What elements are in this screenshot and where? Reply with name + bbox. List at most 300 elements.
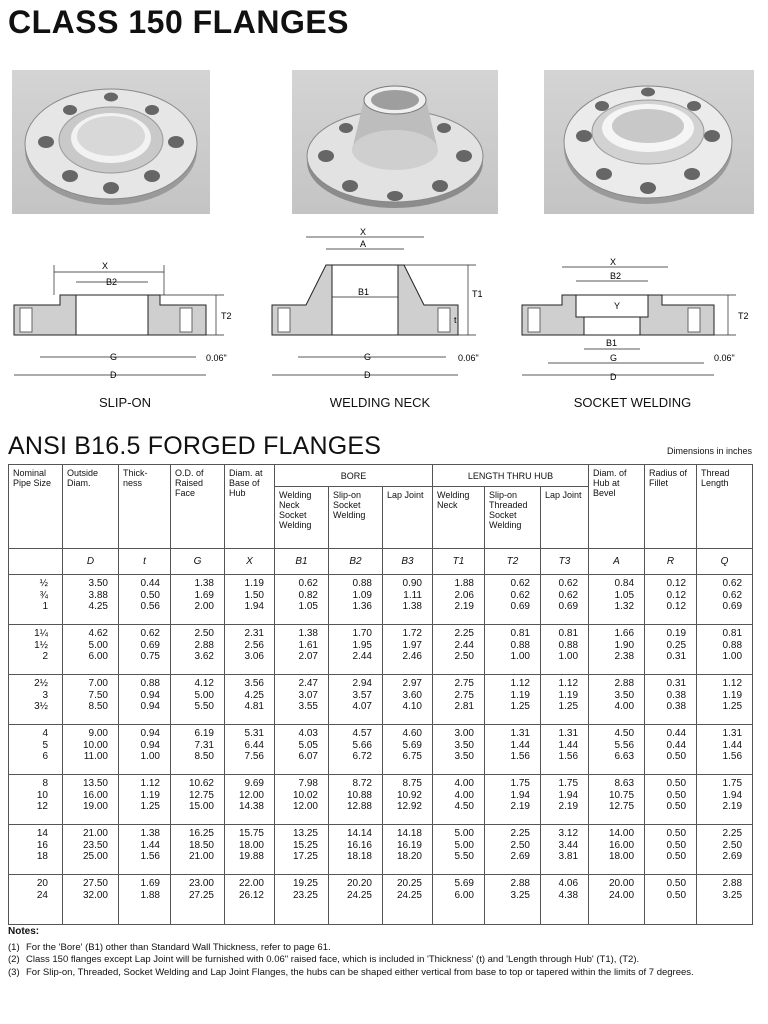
cell-value: 2.88	[510, 878, 530, 889]
value-cell	[589, 875, 645, 925]
slip-on-diagram	[10, 225, 242, 385]
value-cell	[225, 875, 275, 925]
value-cell	[171, 875, 225, 925]
cell-value: 1.61	[298, 639, 318, 651]
pipe-size-cell	[9, 725, 63, 775]
value-cell	[541, 625, 589, 675]
cell-value: 1.94	[244, 601, 264, 612]
value-cell	[383, 625, 433, 675]
cell-value: 0.62	[510, 589, 530, 601]
cell-value: 1.75	[510, 778, 530, 789]
dim-b1-label: B1	[606, 338, 618, 348]
welding-neck-diagram	[268, 225, 500, 385]
cell-value: 1.19	[510, 689, 530, 701]
value-cell	[589, 625, 645, 675]
value-cell	[589, 825, 645, 875]
cell-value: 7.50	[88, 689, 108, 701]
table-row-group	[9, 625, 753, 675]
cell-value: 2.50	[454, 651, 474, 662]
symbol-cell: A	[589, 549, 645, 575]
cell-value: 2.75	[454, 678, 474, 689]
cell-value: 0.44	[666, 728, 687, 739]
cell-value: 4.57	[352, 728, 372, 739]
cell-value: 1.31	[510, 728, 530, 739]
dim-g-label: G	[110, 352, 118, 362]
cell-value: 0.90	[402, 578, 422, 589]
cell-value: 0.50	[666, 828, 687, 839]
value-cell	[433, 575, 485, 625]
dimensions-note: Dimensions in inches	[666, 446, 752, 456]
cell-value: 0.75	[140, 651, 160, 662]
cell-value: 20.25	[396, 878, 422, 889]
cell-value: 1¼	[34, 628, 48, 639]
value-cell	[645, 575, 697, 625]
pipe-size-cell	[9, 825, 63, 875]
value-cell	[275, 825, 329, 875]
cell-value: 0.31	[666, 678, 687, 689]
cell-value: 5.05	[298, 739, 318, 751]
dim-x-label: X	[102, 261, 109, 271]
cell-value: 4.03	[298, 728, 318, 739]
cell-value: 32.00	[82, 889, 108, 901]
pipe-size-cell	[9, 875, 63, 925]
dim-b-label: B2	[106, 277, 118, 287]
cell-value: 24.25	[396, 889, 422, 901]
value-cell	[541, 725, 589, 775]
cell-value: 20.20	[346, 878, 372, 889]
symbol-cell: B1	[275, 549, 329, 575]
dim-a-label: A	[360, 239, 367, 249]
cell-value: 15.75	[238, 828, 264, 839]
value-cell	[119, 875, 171, 925]
cell-value: 12.92	[396, 801, 422, 812]
bore-group-header: BORE	[275, 465, 433, 487]
note-item	[8, 967, 748, 980]
value-cell	[485, 825, 541, 875]
cell-value: 5.56	[614, 739, 635, 751]
symbol-cell	[9, 549, 63, 575]
value-cell	[589, 775, 645, 825]
value-cell	[171, 625, 225, 675]
header-cell: Welding Neck Socket Welding	[275, 487, 329, 549]
cell-value: 1.19	[244, 578, 264, 589]
cell-value: 10.88	[346, 789, 372, 801]
value-cell	[329, 825, 383, 875]
cell-value: 8	[42, 778, 48, 789]
cell-value: 0.69	[558, 601, 579, 612]
cell-value: 7.00	[88, 678, 108, 689]
cell-value: 22.00	[238, 878, 264, 889]
flange-dimensions-table	[8, 464, 753, 925]
symbol-cell: T3	[541, 549, 589, 575]
value-cell	[329, 875, 383, 925]
value-cell	[329, 575, 383, 625]
cell-value: 8.63	[614, 778, 635, 789]
cell-value: 5.00	[454, 839, 474, 851]
cell-value: 1.50	[244, 589, 264, 601]
cell-value: 2.00	[194, 601, 214, 612]
cell-value: 2.69	[722, 851, 743, 862]
value-cell	[697, 775, 753, 825]
cell-value: 4.50	[614, 728, 635, 739]
value-cell	[589, 575, 645, 625]
cell-value: 1.44	[140, 839, 160, 851]
cell-value: 1.31	[722, 728, 743, 739]
symbol-cell: X	[225, 549, 275, 575]
cell-value: 1.75	[722, 778, 743, 789]
cell-value: 8.75	[402, 778, 422, 789]
value-cell	[433, 625, 485, 675]
cell-value: 2.69	[510, 851, 530, 862]
cell-value: 0.12	[666, 589, 687, 601]
cell-value: 0.25	[666, 639, 687, 651]
cell-value: 4.60	[402, 728, 422, 739]
value-cell	[433, 775, 485, 825]
cell-value: 5.31	[244, 728, 264, 739]
header-cell: Lap Joint	[383, 487, 433, 549]
cell-value: 6.63	[614, 751, 635, 762]
table-row-group	[9, 675, 753, 725]
cell-value: 21.00	[82, 828, 108, 839]
cell-value: 1.36	[352, 601, 372, 612]
cell-value: 15.00	[188, 801, 214, 812]
cell-value: 16	[36, 839, 48, 851]
value-cell	[541, 775, 589, 825]
cell-value: 23.25	[292, 889, 318, 901]
cell-value: 1.25	[510, 701, 530, 712]
value-cell	[225, 725, 275, 775]
value-cell	[119, 825, 171, 875]
note-text: Class 150 flanges except Lap Joint will be furnished with 0.06" raised face, which is included in 'Thickness' (t) and 'Length through Hub' (T1), (T2).	[26, 954, 640, 965]
cell-value: 12.88	[346, 801, 372, 812]
value-cell	[119, 575, 171, 625]
cell-value: 0.88	[722, 639, 743, 651]
cell-value: 3.55	[298, 701, 318, 712]
cell-value: 0.50	[140, 589, 160, 601]
socket-welding-flange-photo	[544, 70, 754, 214]
dim-t-label: T2	[221, 311, 232, 321]
cell-value: 1.94	[722, 789, 743, 801]
value-cell	[171, 725, 225, 775]
cell-value: 0.94	[140, 739, 160, 751]
value-cell	[383, 725, 433, 775]
cell-value: 2.50	[194, 628, 214, 639]
header-cell: O.D. of Raised Face	[171, 465, 225, 549]
value-cell	[275, 725, 329, 775]
cell-value: 3.25	[722, 889, 743, 901]
cell-value: 20	[36, 878, 48, 889]
cell-value: 16.00	[608, 839, 635, 851]
notes-heading: Notes:	[8, 926, 40, 937]
note-number: (2)	[8, 954, 20, 965]
value-cell	[697, 625, 753, 675]
cell-value: 2.19	[558, 801, 579, 812]
cell-value: 0.94	[140, 701, 160, 712]
value-cell	[63, 725, 119, 775]
cell-value: 2½	[34, 678, 48, 689]
cell-value: 6.07	[298, 751, 318, 762]
cell-value: 13.50	[82, 778, 108, 789]
cell-value: 12.75	[608, 801, 635, 812]
cell-value: 27.50	[82, 878, 108, 889]
value-cell	[63, 775, 119, 825]
value-cell	[697, 675, 753, 725]
cell-value: 24	[36, 889, 48, 901]
value-cell	[383, 825, 433, 875]
cell-value: 2.19	[510, 801, 530, 812]
value-cell	[589, 725, 645, 775]
table-row-group	[9, 825, 753, 875]
cell-value: 14	[36, 828, 48, 839]
cell-value: 0.62	[140, 628, 160, 639]
value-cell	[485, 675, 541, 725]
cell-value: 4.38	[558, 889, 579, 901]
value-cell	[225, 775, 275, 825]
cell-value: 4.00	[614, 701, 635, 712]
cell-value: 20.00	[608, 878, 635, 889]
header-cell: Lap Joint	[541, 487, 589, 549]
cell-value: 2.97	[402, 678, 422, 689]
cell-value: 1.44	[722, 739, 743, 751]
cell-value: 10.00	[82, 739, 108, 751]
header-cell: Nominal Pipe Size	[9, 465, 63, 549]
cell-value: 1.31	[558, 728, 579, 739]
cell-value: 1.00	[722, 651, 743, 662]
cell-value: 21.00	[188, 851, 214, 862]
cell-value: 2	[42, 651, 48, 662]
value-cell	[171, 675, 225, 725]
cell-value: 1.38	[194, 578, 214, 589]
header-cell: Outside Diam.	[63, 465, 119, 549]
cell-value: 5.66	[352, 739, 372, 751]
cell-value: ¾	[39, 589, 48, 601]
header-cell: Diam. of Hub at Bevel	[589, 465, 645, 549]
cell-value: 0.44	[666, 739, 687, 751]
cell-value: 0.94	[140, 728, 160, 739]
cell-value: 0.81	[722, 628, 743, 639]
cell-value: 1.12	[722, 678, 743, 689]
table-row-group	[9, 575, 753, 625]
cell-value: 3.81	[558, 851, 579, 862]
value-cell	[171, 575, 225, 625]
cell-value: 1.56	[510, 751, 530, 762]
cell-value: 1.69	[140, 878, 160, 889]
cell-value: 0.88	[510, 639, 530, 651]
note-item	[8, 942, 748, 955]
note-number: (3)	[8, 966, 20, 978]
cell-value: 4.06	[558, 878, 579, 889]
cell-value: 0.81	[510, 628, 530, 639]
cell-value: 2.50	[510, 839, 530, 851]
cell-value: 1.00	[558, 651, 579, 662]
value-cell	[485, 775, 541, 825]
cell-value: 0.88	[352, 578, 372, 589]
cell-value: 0.62	[722, 589, 743, 601]
value-cell	[63, 825, 119, 875]
cell-value: 24.00	[608, 889, 635, 901]
cell-value: 0.50	[666, 889, 687, 901]
cell-value: 2.44	[454, 639, 474, 651]
cell-value: 1.25	[558, 701, 579, 712]
cell-value: 17.25	[292, 851, 318, 862]
note-item	[8, 954, 748, 967]
cell-value: 2.88	[194, 639, 214, 651]
cell-value: 3.07	[298, 689, 318, 701]
cell-value: 3.88	[88, 589, 108, 601]
cell-value: 4.25	[244, 689, 264, 701]
section-title: ANSI B16.5 FORGED FLANGES	[8, 432, 382, 460]
value-cell	[329, 725, 383, 775]
cell-value: 10.62	[188, 778, 214, 789]
cell-value: 10	[36, 789, 48, 801]
cell-value: 26.12	[238, 889, 264, 901]
cell-value: 2.81	[454, 701, 474, 712]
cell-value: 0.69	[510, 601, 530, 612]
value-cell	[541, 825, 589, 875]
cell-value: 4.10	[402, 701, 422, 712]
cell-value: 1.19	[140, 789, 160, 801]
dim-b1-label: B1	[358, 287, 370, 297]
cell-value: 1.56	[558, 751, 579, 762]
cell-value: 12.00	[292, 801, 318, 812]
cell-value: 18	[36, 851, 48, 862]
cell-value: 2.88	[722, 878, 743, 889]
value-cell	[383, 775, 433, 825]
cell-value: 0.88	[140, 678, 160, 689]
cell-value: 15.25	[292, 839, 318, 851]
cell-value: 16.00	[82, 789, 108, 801]
value-cell	[329, 625, 383, 675]
cell-value: 0.50	[666, 851, 687, 862]
cell-value: 0.50	[666, 778, 687, 789]
cell-value: 19.88	[238, 851, 264, 862]
cell-value: 0.94	[140, 689, 160, 701]
value-cell	[275, 775, 329, 825]
cell-value: 1.44	[558, 739, 579, 751]
note-text: For Slip-on, Threaded, Socket Welding and Lap Joint Flanges, the hubs can be shaped either vertical from base to top or tapered within the limits of 7 degrees.	[26, 966, 694, 978]
cell-value: 1½	[34, 639, 48, 651]
cell-value: 12	[36, 801, 48, 812]
cell-value: 1.56	[140, 851, 160, 862]
cell-value: 3.57	[352, 689, 372, 701]
cell-value: 23.50	[82, 839, 108, 851]
value-cell	[697, 825, 753, 875]
table-row-group	[9, 725, 753, 775]
cell-value: 18.00	[238, 839, 264, 851]
pipe-size-cell	[9, 575, 63, 625]
cell-value: 1.75	[558, 778, 579, 789]
cell-value: 0.82	[298, 589, 318, 601]
cell-value: 6.44	[244, 739, 264, 751]
value-cell	[697, 725, 753, 775]
cell-value: 3.25	[510, 889, 530, 901]
cell-value: 1.05	[614, 589, 635, 601]
cell-value: 7.56	[244, 751, 264, 762]
value-cell	[541, 575, 589, 625]
cell-value: 1.32	[614, 601, 635, 612]
cell-value: 2.38	[614, 651, 635, 662]
value-cell	[275, 875, 329, 925]
cell-value: 0.31	[666, 651, 687, 662]
dim-b2-label: B2	[610, 271, 622, 281]
cell-value: 6.72	[352, 751, 372, 762]
cell-value: 27.25	[188, 889, 214, 901]
symbol-cell: B2	[329, 549, 383, 575]
value-cell	[697, 575, 753, 625]
value-cell	[589, 675, 645, 725]
value-cell	[383, 675, 433, 725]
cell-value: 2.50	[722, 839, 743, 851]
cell-value: 1.56	[722, 751, 743, 762]
cell-value: 1.94	[510, 789, 530, 801]
cell-value: 10.02	[292, 789, 318, 801]
value-cell	[645, 625, 697, 675]
raised-face-label: 0.06"	[206, 353, 227, 363]
cell-value: 0.62	[722, 578, 743, 589]
cell-value: 0.12	[666, 601, 687, 612]
note-number: (1)	[8, 941, 20, 953]
cell-value: 0.50	[666, 878, 687, 889]
cell-value: 16.19	[396, 839, 422, 851]
cell-value: 0.44	[140, 578, 160, 589]
cell-value: 1.95	[352, 639, 372, 651]
cell-value: 2.25	[454, 628, 474, 639]
value-cell	[645, 875, 697, 925]
cell-value: 3.06	[244, 651, 264, 662]
header-cell: Diam. at Base of Hub	[225, 465, 275, 549]
cell-value: 2.56	[244, 639, 264, 651]
cell-value: 2.07	[298, 651, 318, 662]
length-thru-hub-group-header: LENGTH THRU HUB	[433, 465, 589, 487]
header-cell: Thread Length	[697, 465, 753, 549]
cell-value: 23.00	[188, 878, 214, 889]
cell-value: 0.62	[558, 589, 579, 601]
pipe-size-cell	[9, 625, 63, 675]
value-cell	[275, 675, 329, 725]
cell-value: 6.75	[402, 751, 422, 762]
value-cell	[645, 825, 697, 875]
cell-value: 0.69	[722, 601, 743, 612]
value-cell	[225, 675, 275, 725]
value-cell	[275, 625, 329, 675]
value-cell	[433, 875, 485, 925]
cell-value: 3.50	[454, 739, 474, 751]
header-cell: Welding Neck	[433, 487, 485, 549]
cell-value: 1.38	[298, 628, 318, 639]
cell-value: 1.19	[558, 689, 579, 701]
cell-value: 3.50	[454, 751, 474, 762]
value-cell	[225, 625, 275, 675]
cell-value: 11.00	[83, 751, 108, 762]
notes-section	[8, 926, 748, 979]
cell-value: 0.88	[558, 639, 579, 651]
cell-value: 2.46	[402, 651, 422, 662]
cell-value: 6	[42, 751, 48, 762]
header-cell: Radius of Fillet	[645, 465, 697, 549]
cell-value: 8.50	[88, 701, 108, 712]
cell-value: 1.25	[722, 701, 743, 712]
cell-value: 1.70	[352, 628, 372, 639]
value-cell	[485, 625, 541, 675]
cell-value: 14.00	[608, 828, 635, 839]
value-cell	[645, 725, 697, 775]
cell-value: 1.69	[194, 589, 214, 601]
cell-value: 5.50	[454, 851, 474, 862]
value-cell	[433, 725, 485, 775]
cell-value: 9.69	[244, 778, 264, 789]
value-cell	[119, 775, 171, 825]
cell-value: 1.38	[402, 601, 422, 612]
